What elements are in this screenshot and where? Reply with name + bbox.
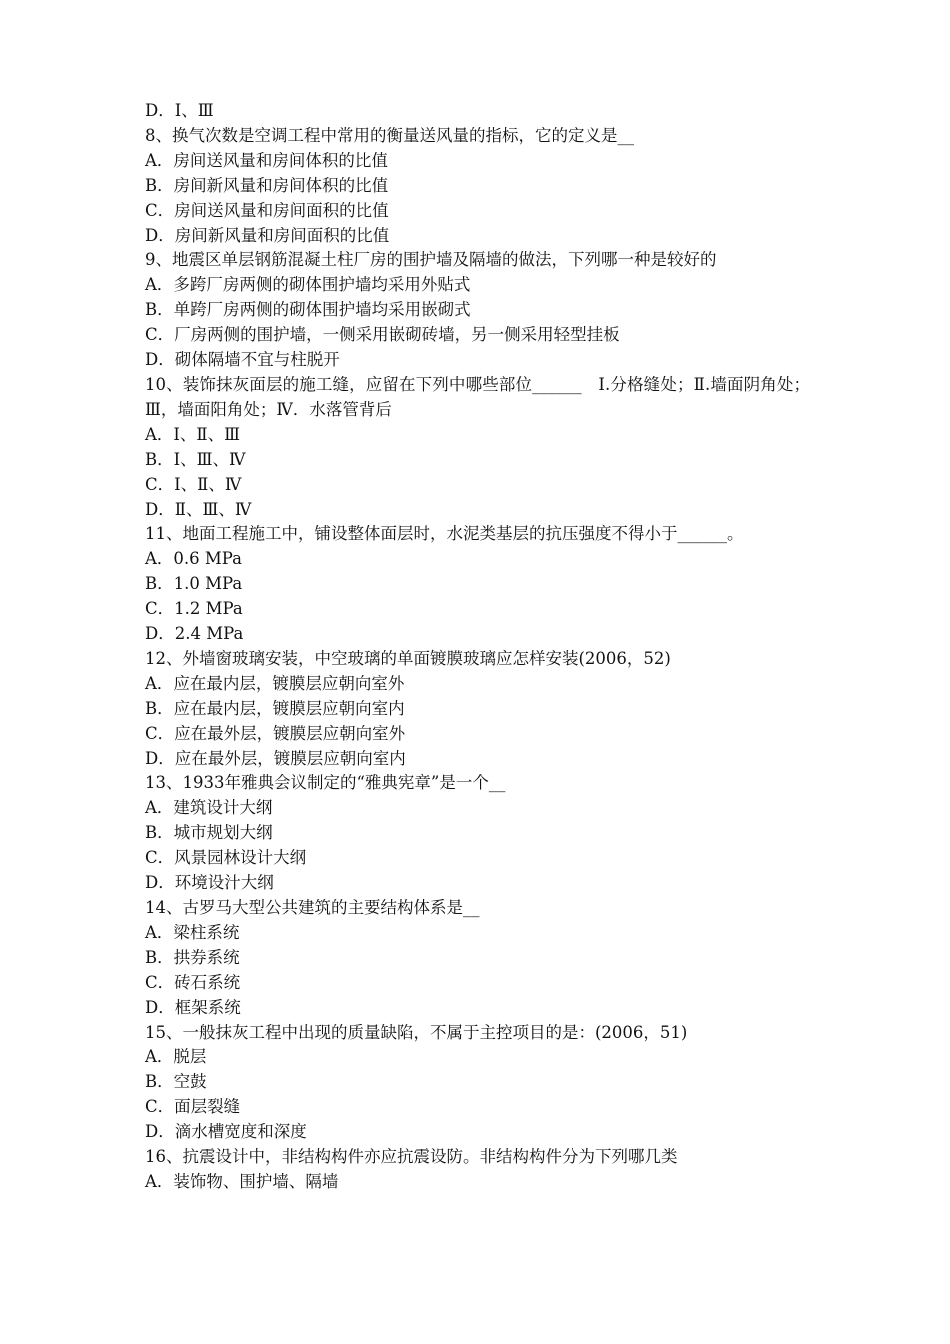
option-line: C．风景园林设计大纲: [145, 848, 307, 868]
question-line: 12、外墙窗玻璃安装，中空玻璃的单面镀膜玻璃应怎样安装(2006，52): [145, 648, 671, 668]
option-line: D．Ⅰ、Ⅲ: [145, 101, 214, 120]
option-line: C．1.2 MPa: [145, 599, 243, 619]
option-line: A．应在最内层，镀膜层应朝向室外: [145, 673, 405, 693]
option-line: B．应在最内层，镀膜层应朝向室内: [145, 698, 405, 718]
option-line: A．多跨厂房两侧的砌体围护墙均采用外贴式: [145, 275, 471, 295]
option-line: B．拱券系统: [145, 947, 240, 967]
option-line: D．Ⅱ、Ⅲ、Ⅳ: [145, 499, 252, 519]
option-line: D．滴水槽宽度和深度: [145, 1122, 307, 1142]
option-line: A．Ⅰ、Ⅱ、Ⅲ: [145, 424, 241, 444]
option-line: D．房间新风量和房间面积的比值: [145, 225, 390, 245]
question-line: 11、地面工程施工中，铺设整体面层时，水泥类基层的抗压强度不得小于______。: [145, 524, 744, 544]
question-line: 8、换气次数是空调工程中常用的衡量送风量的指标，它的定义是__: [145, 125, 634, 145]
question-line: 13、1933年雅典会议制定的“雅典宪章”是一个__: [145, 773, 506, 793]
option-line: D．2.4 MPa: [145, 624, 244, 644]
option-line: D．应在最外层，镀膜层应朝向室内: [145, 748, 406, 768]
option-line: B．Ⅰ、Ⅲ、Ⅳ: [145, 449, 246, 469]
option-line: A．建筑设计大纲: [145, 798, 273, 818]
option-line: B．1.0 MPa: [145, 574, 243, 594]
option-line: B．城市规划大纲: [145, 823, 273, 843]
option-line: A．梁柱系统: [145, 922, 240, 942]
option-line: A．房间送风量和房间体积的比值: [145, 150, 388, 170]
question-line: 15、一般抹灰工程中出现的质量缺陷，不属于主控项目的是：(2006，51): [145, 1022, 688, 1042]
option-line: D．环境设汁大纲: [145, 873, 274, 893]
option-line: A．0.6 MPa: [145, 549, 242, 569]
option-line: A．装饰物、围护墙、隔墙: [145, 1171, 339, 1191]
option-line: A．脱层: [145, 1047, 207, 1067]
option-line: C．Ⅰ、Ⅱ、Ⅳ: [145, 474, 242, 494]
document-body: [145, 99, 810, 1195]
option-line: B．单跨厂房两侧的砌体围护墙均采用嵌砌式: [145, 300, 471, 320]
question-line: 16、抗震设计中，非结构构件亦应抗震设防。非结构构件分为下列哪几类: [145, 1147, 678, 1167]
option-line: D．砌体隔墙不宜与柱脱开: [145, 350, 340, 370]
option-line: B．空鼓: [145, 1072, 207, 1092]
question-line: 10、装饰抹灰面层的施工缝，应留在下列中哪些部位______ Ⅰ.分格缝处；Ⅱ.墙面阴角处；Ⅲ，墙面阳角处；Ⅳ．水落管背后: [145, 374, 810, 419]
option-line: C．应在最外层，镀膜层应朝向室外: [145, 723, 406, 743]
question-line: 9、地震区单层钢筋混凝土柱厂房的围护墙及隔墙的做法，下列哪一种是较好的: [145, 250, 717, 270]
option-line: C．房间送风量和房间面积的比值: [145, 200, 389, 220]
option-line: B．房间新风量和房间体积的比值: [145, 175, 389, 195]
question-line: 14、古罗马大型公共建筑的主要结构体系是__: [145, 898, 480, 917]
option-line: C．厂房两侧的围护墙，一侧采用嵌砌砖墙，另一侧采用轻型挂板: [145, 325, 620, 345]
option-line: C．砖石系统: [145, 972, 241, 992]
option-line: D．框架系统: [145, 997, 241, 1017]
option-line: C．面层裂缝: [145, 1097, 241, 1117]
